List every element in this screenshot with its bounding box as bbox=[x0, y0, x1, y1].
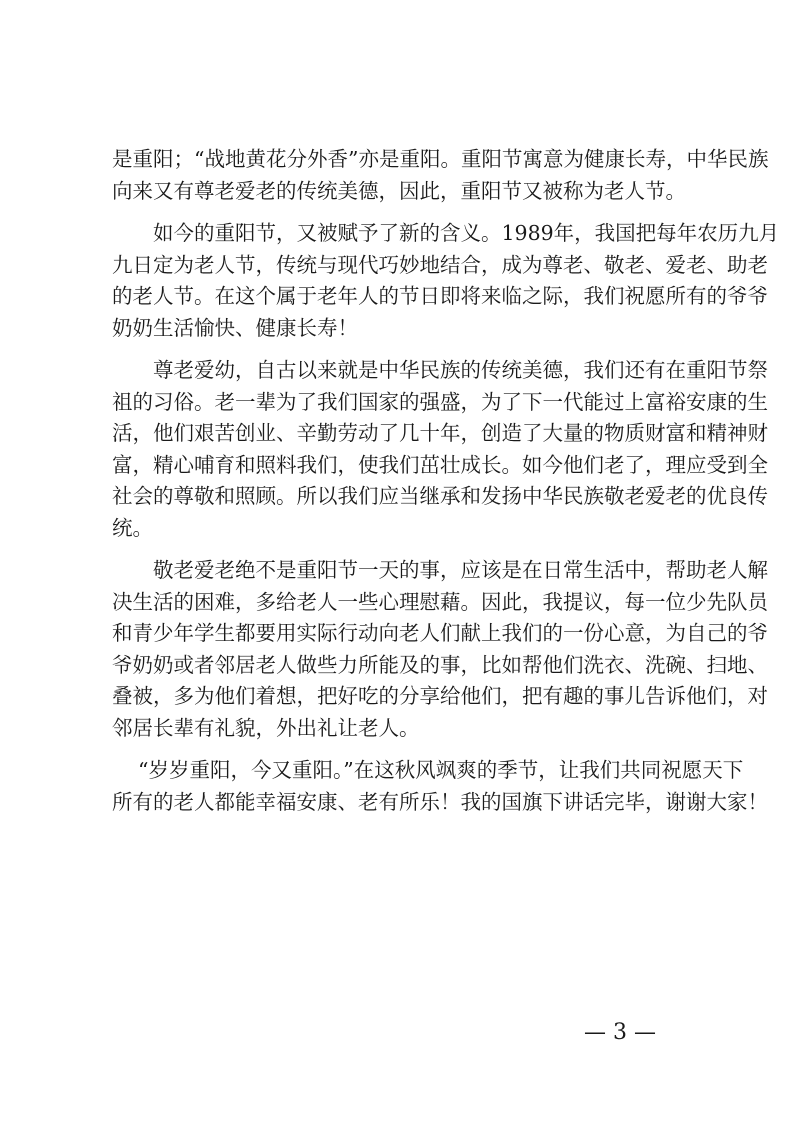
text-line: 所有的老人都能幸福安康、老有所乐！我的国旗下讲话完毕，谢谢大家！ bbox=[112, 789, 768, 814]
text-line: 叠被，多为他们着想，把好吃的分享给他们，把有趣的事儿告诉他们，对 bbox=[112, 684, 768, 708]
text-line: 向来又有尊老爱老的传统美德，因此，重阳节又被称为老人节。 bbox=[112, 178, 686, 203]
text-line: 社会的尊敬和照顾。所以我们应当继承和发扬中华民族敬老爱老的优良传 bbox=[112, 484, 768, 508]
text-line: 是重阳；“战地黄花分外香”亦是重阳。重阳节寓意为健康长寿，中华民族 bbox=[112, 147, 769, 171]
page-number: — 3 — bbox=[584, 1020, 656, 1045]
text-line: “岁岁重阳，今又重阳。”在这秋风飒爽的季节，让我们共同祝愿天下 bbox=[138, 758, 744, 782]
text-line: 邻居长辈有礼貌，外出礼让老人。 bbox=[112, 715, 420, 740]
text-line: 活，他们艰苦创业、辛勤劳动了几十年，创造了大量的物质财富和精神财 bbox=[112, 421, 768, 445]
text-line: 敬老爱老绝不是重阳节一天的事，应该是在日常生活中，帮助老人解 bbox=[153, 558, 768, 582]
body-text bbox=[112, 144, 780, 818]
text-line: 和青少年学生都要用实际行动向老人们献上我们的一份心意，为自己的爷 bbox=[112, 621, 768, 645]
text-line: 富，精心哺育和照料我们，使我们茁壮成长。如今他们老了，理应受到全 bbox=[112, 452, 768, 477]
text-line: 奶奶生活愉快、健康长寿！ bbox=[112, 315, 358, 340]
text-line: 决生活的困难，多给老人一些心理慰藉。因此，我提议，每一位少先队员 bbox=[112, 589, 768, 614]
text-line: 爷奶奶或者邻居老人做些力所能及的事，比如帮他们洗衣、洗碗、扫地、 bbox=[112, 652, 768, 677]
text-line: 九日定为老人节，传统与现代巧妙地结合，成为尊老、敬老、爱老、助老 bbox=[112, 252, 768, 277]
text-line: 尊老爱幼，自古以来就是中华民族的传统美德，我们还有在重阳节祭 bbox=[153, 358, 768, 382]
text-line: 祖的习俗。老一辈为了我们国家的强盛，为了下一代能过上富裕安康的生 bbox=[112, 389, 768, 414]
text-line: 如今的重阳节，又被赋予了新的含义。1989年，我国把每年农历九月 bbox=[153, 221, 780, 245]
text-line: 统。 bbox=[112, 515, 153, 540]
text-line: 的老人节。在这个属于老年人的节日即将来临之际，我们祝愿所有的爷爷 bbox=[112, 284, 768, 308]
